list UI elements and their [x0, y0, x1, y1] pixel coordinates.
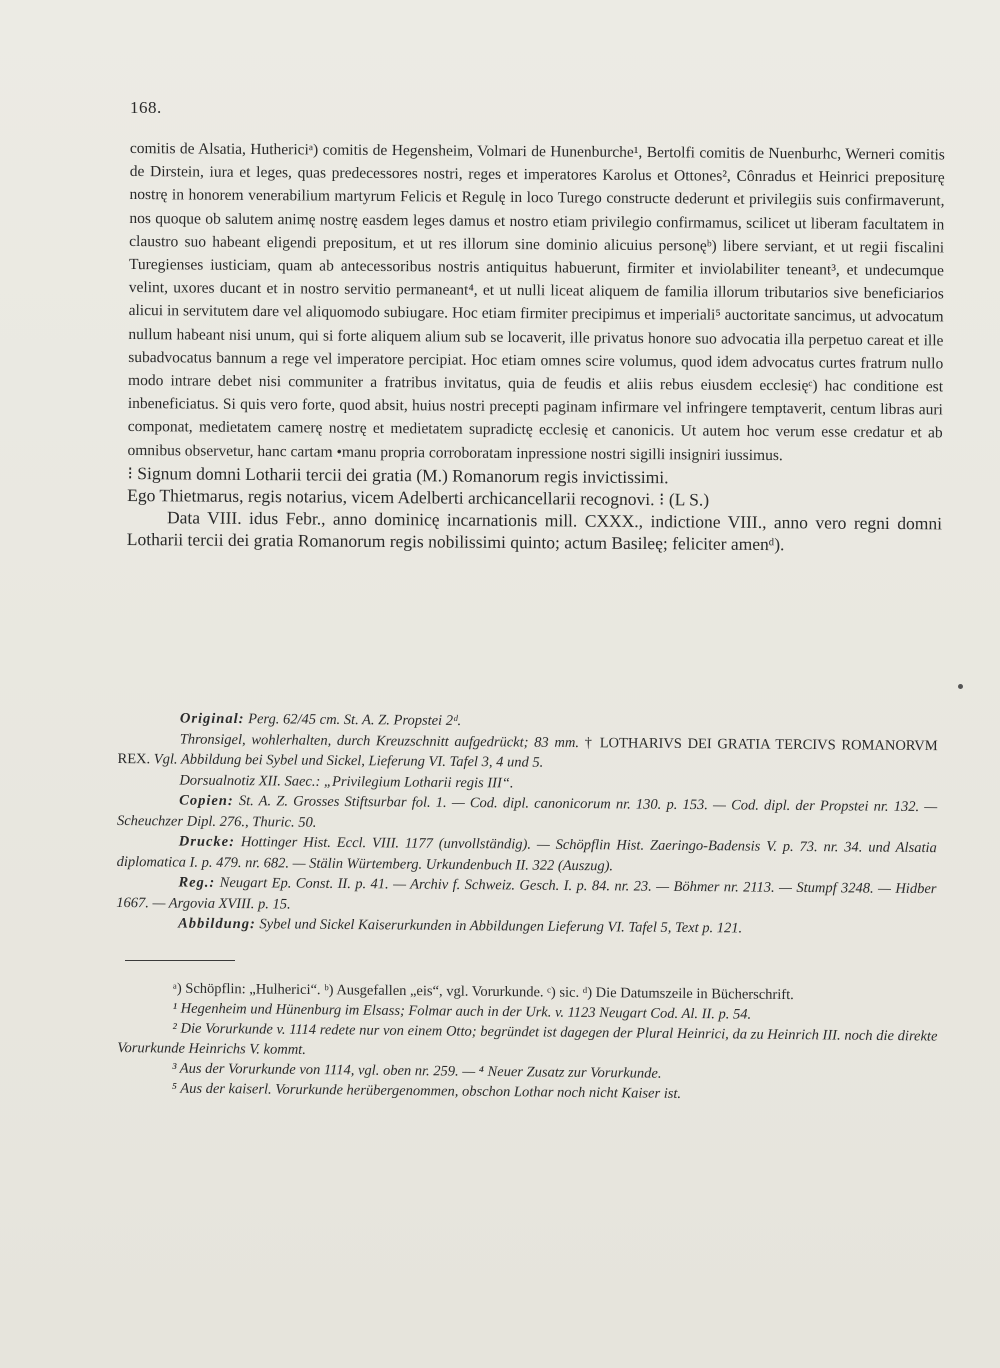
apparatus-text: Vgl. Abbildung bei Sybel und Sickel, Lieferung VI. Tafel 3, 4 und 5. — [153, 751, 544, 771]
apparatus — [116, 708, 938, 941]
charter-paragraph: comitis de Alsatia, Huthericiᵃ) comitis de Hegensheim, Volmari de Hunenburche¹, Bertolfi comitis de Nuenburhc, Werneri comitis de Dirstein, iura et leges, quas predecessores nostri, reges et imperatores Karolus et Ottones², Cônradus et Heinrici prepositurę nostrę in honorem venerabilium martyrum Felicis et Regulę in loco Turego constructe dederunt et privilegiis suis confirmaverunt, nos quoque ob salutem animę nostrę easdem leges damus et nostro etiam privilegio confirmamus, scilicet ut liberam facultatem in claustro suo habeant eligendi prepositum, et ut res illorum sine dominio alicuius personęᵇ) libere serviant, et ut regii fiscalini Turegienses iusticiam, quam ab antecessoribus nostris antiquitus habuerunt, firmiter et inviolabiliter teneant³, et undecumque velint, uxores ducant et in nostro servitio permaneant⁴, et ut nulli liceat aliquem de familia illorum tributarios sive beneficiarios alicui in servitutem dare vel aliquomodo subiugare. Hoc etiam firmiter precipimus et imperiali⁵ auctoritate sancimus, ut advocatum nullum habeant nisi unum, qui si forte aliquem alium sub se locaverit, ille privatus honore suo advocatia illa perpetuo careat et ille subadvocatus bannum a rege vel imperatore percipiat. Hoc etiam omnes scire volumus, quod idem advocatus curtes fratrum nullo modo intrare debet nisi communiter a fratribus invitatus, quia de feudis et aliis rebus eiusdem ecclesięᶜ) hac conditione est inbeneficiatus. Si quis vero forte, quod absit, huius nostri precepti paginam infirmare vel infringere temptaverit, centum libras auri componat, medietatem camerę nostrę et medietatem supradictę ecclesię et canonicis. Ut autem hoc verum esse credatur et ab omnibus observetur, hanc cartam •manu propria corroboratam inpressione nostri sigilli insigniri iussimus. — [127, 139, 945, 464]
paper-speck — [958, 684, 963, 689]
signum-line: ⁝ Signum domni Lotharii tercii dei gratia (M.) Romanorum regis invictissimi. — [127, 462, 669, 488]
apparatus-text: Hottinger Hist. Eccl. VIII. 1177 (unvollständig). — Schöpflin Hist. Zaeringo-Badensis V. p. 73. nr. 34. und Alsatia diplomatica I. p. 479. nr. 682. — Stälin Würtemberg. Urkundenbuch II. 322 (Auszug). — [116, 834, 937, 874]
footnote-1: ¹ Hegenheim und Hünenburg im Elsass; Folmar auch in der Urk. v. 1123 Neugart Cod. Al. II. p. 54. — [172, 1000, 752, 1023]
apparatus-regesta — [116, 872, 936, 920]
apparatus-text: Dorsualnotiz XII. Saec.: „Privilegium Lotharii regis III“. — [179, 772, 514, 791]
charter-text — [127, 137, 945, 556]
apparatus-prints — [117, 831, 937, 879]
apparatus-label: Copien: — [179, 792, 234, 810]
footnote-5: ⁵ Aus der kaiserl. Vorurkunde herübergenommen, obschon Lothar noch nicht Kaiser ist. — [171, 1080, 682, 1102]
datum-line: Data VIII. idus Febr., anno dominicę incarnationis mill. CXXX., indictione VIII., anno vero regni domni Lotharii tercii dei gratia Romanorum regis nobilissimi quinto; actum Basileę; feliciter amenᵈ). — [126, 507, 943, 554]
seal-legend: † LOTHARIVS DEI GRATIA TERCIVS ROMANORVM REX. — [117, 734, 938, 768]
apparatus-label: Drucke: — [178, 833, 236, 851]
apparatus-label: Reg.: — [178, 874, 216, 891]
textual-notes: ᵃ) Schöpflin: „Hulherici“. ᵇ) Ausgefallen „eis“, vgl. Vorurkunde. ᶜ) sic. ᵈ) Die Datumszeile in Bücherschrift. — [172, 980, 794, 1004]
apparatus-text: Sybel und Sickel Kaiserurkunden in Abbildungen Lieferung VI. Tafel 5, Text p. 121. — [259, 916, 743, 937]
apparatus-label: Abbildung: — [178, 915, 256, 933]
footnote-divider — [125, 960, 235, 961]
apparatus-seal — [117, 728, 937, 776]
recognition-line: Ego Thietmarus, regis notarius, vicem Adelberti archicancellarii recognovi. ⁝ (L S.) — [127, 484, 710, 510]
footnote-2: ² Die Vorurkunde v. 1114 redete nur von einem Otto; begründet ist dagegen der Plural Heinrici, da zu Heinrich III. noch die direkte Vorurkunde Heinrichs V. kommt. — [117, 1020, 938, 1058]
apparatus-text: Neugart Ep. Const. II. p. 41. — Archiv f. Schweiz. Gesch. I. p. 84. nr. 23. — Böhmer nr. 2113. — Stumpf 3248. — Hidber 1667. — Argovia XVIII. p. 15. — [116, 874, 937, 913]
apparatus-text: Thronsigel, wohlerhalten, durch Kreuzschnitt aufgedrückt; 83 mm. — [179, 731, 580, 751]
apparatus-copies — [117, 790, 937, 838]
apparatus-label: Original: — [179, 710, 245, 728]
apparatus-text: St. A. Z. Grosses Stiftsurbar fol. 1. — Cod. dipl. canonicorum nr. 130. p. 153. — Cod. dipl. der Propstei nr. 132. — Scheuchzer Dipl. 276., Thuric. 50. — [116, 793, 938, 831]
footnote-3: ³ Aus der Vorurkunde von 1114, vgl. oben nr. 259. — ⁴ Neuer Zusatz zur Vorurkunde. — [171, 1060, 662, 1082]
apparatus-text: Perg. 62/45 cm. St. A. Z. Propstei 2ᵈ. — [248, 711, 462, 729]
footnotes — [117, 978, 938, 1107]
page-number: 168. — [130, 98, 162, 117]
